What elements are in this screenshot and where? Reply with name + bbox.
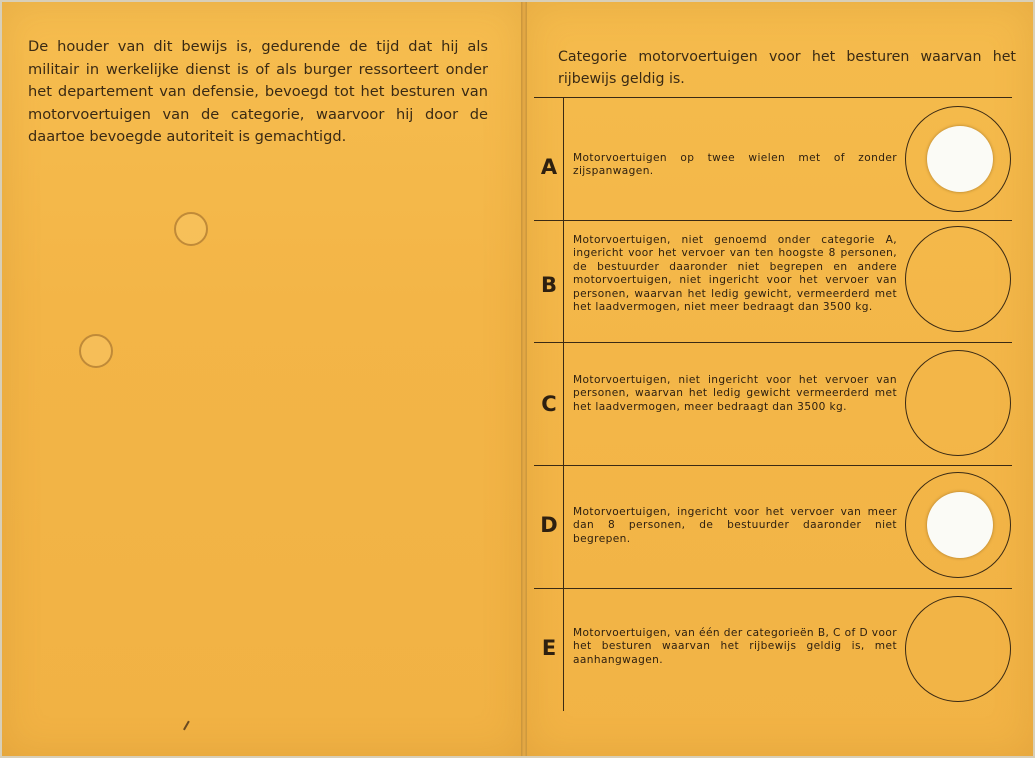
page-fold [521,2,527,756]
stamp-circle [905,226,1011,332]
stamp-circle [905,106,1011,212]
table-rule [534,220,1012,221]
holder-statement: De houder van dit bewijs is, gedurende de tijd dat hij als militair in werkelijke dienst is of als burger ressorteert onder het departement van defensie, bevoegd tot het besturen van motorvoertuigen van de categorie, waarvoor hij door de daartoe bevoegde autoriteit is gemachtigd. [28,38,488,146]
table-column-rule [563,97,564,711]
table-rule [534,588,1012,589]
punch-ring [174,212,208,246]
category-description: Motorvoertuigen, niet genoemd onder categorie A, ingericht voor het vervoer van ten hoogste 8 personen, de bestuurder daaronder niet begrepen en andere motorvoertuigen, niet ingericht voor het vervoer van personen, waarvan het ledig gewicht, vermeerderd met het laadvermogen, niet meer bedraagt dan 3500 kg. [573,234,897,314]
category-letter: C [541,392,557,416]
punch-ring [79,334,113,368]
stamp-circle [905,472,1011,578]
punched-hole [927,126,993,192]
table-rule [534,465,1012,466]
stamp-circle [905,596,1011,702]
category-description: Motorvoertuigen op twee wielen met of zonder zijspanwagen. [573,152,897,178]
punched-hole [927,492,993,558]
category-letter: A [540,155,558,179]
category-description: Motorvoertuigen, niet ingericht voor het vervoer van personen, waarvan het ledig gewicht vermeerderd met het laadvermogen, meer bedraagt dan 3500 kg. [573,374,897,413]
category-letter: E [541,636,557,660]
category-description: Motorvoertuigen, ingericht voor het vervoer van meer dan 8 personen, de bestuurder daaronder niet begrepen. [573,506,897,545]
category-description: Motorvoertuigen, van één der categorieën B, C of D voor het besturen waarvan het rijbewijs geldig is, met aanhangwagen. [573,627,897,666]
category-header: Categorie motorvoertuigen voor het besturen waarvan het rijbewijs geldig is. [558,49,1016,87]
category-letter: D [540,513,558,537]
stamp-circle [905,350,1011,456]
table-rule [534,97,1012,98]
table-rule [534,342,1012,343]
category-letter: B [540,273,557,297]
